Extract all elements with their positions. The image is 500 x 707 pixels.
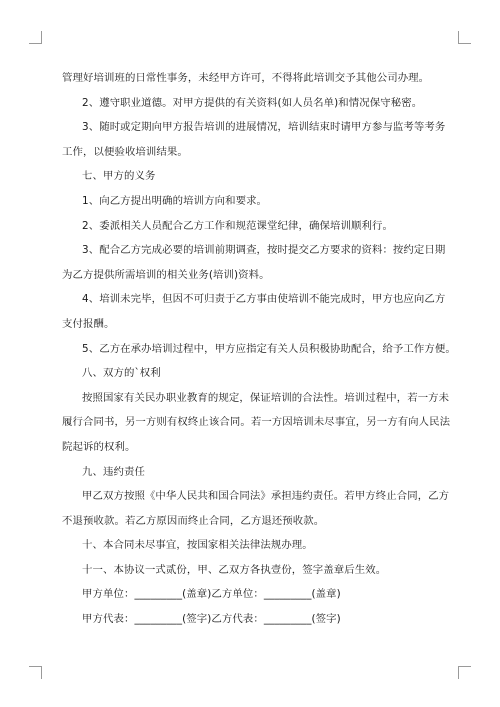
text-line: 3、随时或定期向甲方报告培训的进展情况，培训结束时请甲方参与监考等考务 <box>82 121 446 134</box>
crop-mark-bottom-right <box>458 666 471 679</box>
text-line: 3、配合乙方完成必要的培训前期调查，按时提交乙方要求的资料：按约定日期 <box>82 244 446 257</box>
text-line: 1、向乙方提出明确的培训方向和要求。 <box>82 194 268 207</box>
text-line: 支付报酬。 <box>62 317 115 330</box>
text-line: 十、本合同未尽事宜，按国家相关法律法规办理。 <box>82 539 313 552</box>
text-line: 院起诉的权利。 <box>62 440 136 453</box>
signature-line-unit: 甲方单位：_________(盖章)乙方单位：_________(盖章) <box>82 588 341 601</box>
text-line: 管理好培训班的日常性事务，未经甲方许可，不得将此培训交予其他公司办理。 <box>62 72 430 84</box>
text-line: 2、遵守职业道德。对甲方提供的有关资料(如人员名单)和情况保守秘密。 <box>82 96 423 109</box>
text-line: 十一、本协议一式贰份，甲、乙双方各执壹份，签字盖章后生效。 <box>82 563 387 576</box>
signature-line-representative: 甲方代表：_________(签字)乙方代表：_________(签字) <box>82 613 341 626</box>
crop-mark-top-right <box>458 31 471 44</box>
text-line: 2、委派相关人员配合乙方工作和规范课堂纪律，确保培训顺利行。 <box>82 219 393 232</box>
document-body <box>62 66 456 632</box>
text-line: 履行合同书，另一方则有权终止该合同。若一方因培训未尽事宜，另一方有向人民法 <box>62 416 451 429</box>
section-heading: 七、甲方的义务 <box>82 170 156 183</box>
crop-mark-top-left <box>29 31 42 44</box>
crop-mark-bottom-left <box>29 666 42 679</box>
text-line: 甲乙双方按照《中华人民共和国合同法》承担违约责任。若甲方终止合同，乙方 <box>82 490 450 503</box>
section-heading: 八、双方的`权利 <box>82 367 161 380</box>
text-line: 不退预收款。若乙方原因而终止合同，乙方退还预收款。 <box>62 514 325 527</box>
text-line: 5、乙方在承办培训过程中，甲方应指定有关人员积极协助配合，给予工作方便。 <box>82 342 456 355</box>
text-line: 为乙方提供所需培训的相关业务(培训)资料。 <box>62 268 270 281</box>
text-line: 4、培训未完毕，但因不可归责于乙方事由使培训不能完成时，甲方也应向乙方 <box>82 293 446 306</box>
section-heading: 九、违约责任 <box>82 465 145 478</box>
text-line: 工作，以便验收培训结果。 <box>62 145 188 158</box>
text-line: 按照国家有关民办职业教育的规定，保证培训的合法性。培训过程中，若一方未 <box>82 391 450 404</box>
